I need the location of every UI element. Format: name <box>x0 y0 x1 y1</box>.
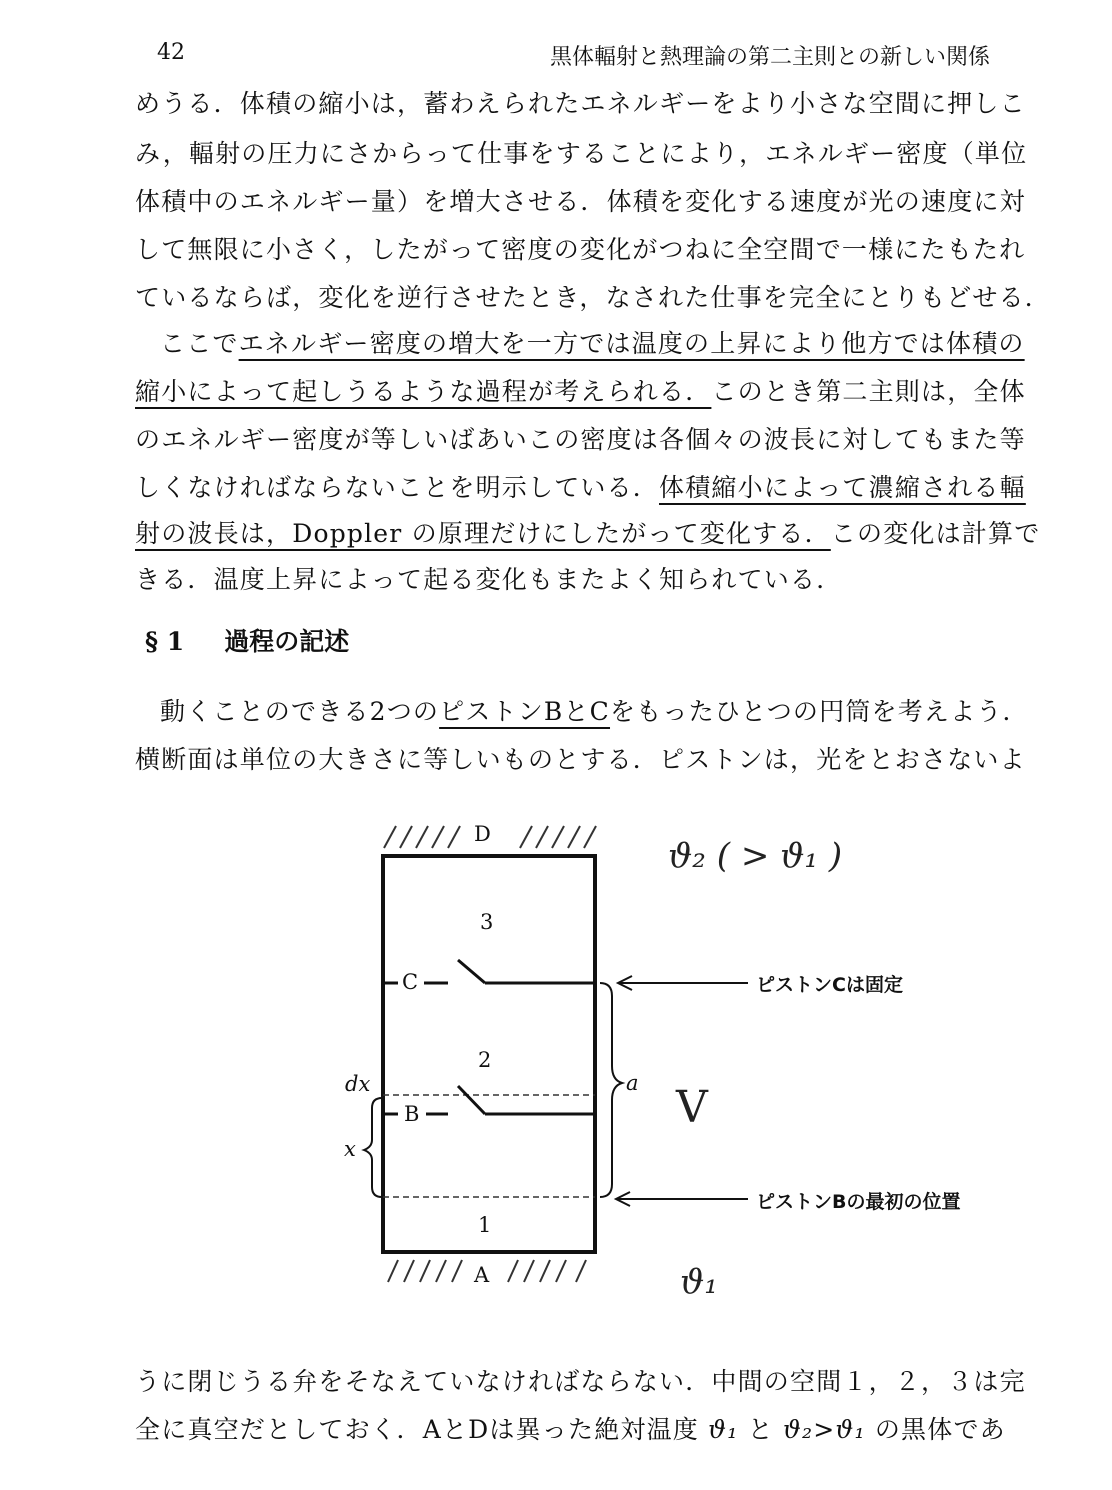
text-line: めうる．体積の縮小は，蓄わえられたエネルギーをより小さな空間に押しこ <box>135 89 1026 118</box>
theta1-symbol: ϑ₁ <box>708 1415 739 1444</box>
underlined-text: 体積縮小によって濃縮される輻 <box>659 473 1026 502</box>
label-space-2: 2 <box>478 1048 492 1072</box>
handwritten-theta1: ϑ₁ <box>680 1262 718 1302</box>
text-line <box>135 1408 1006 1452</box>
label-space-1: 1 <box>478 1213 492 1237</box>
underlined-text: ピストンBとC <box>439 697 611 726</box>
text-line: み，輻射の圧力にさからって仕事をすることにより，エネルギー密度（単位 <box>135 139 1028 168</box>
label-d: D <box>474 822 491 846</box>
annotation-piston-c-fixed: ピストンCは固定 <box>756 974 903 996</box>
text-line: して無限に小さく，したがって密度の変化がつねに全空間で一様にたもたれ <box>135 235 1026 264</box>
label-c: C <box>402 970 419 994</box>
label-a: A <box>474 1263 490 1287</box>
text-line: 横断面は単位の大きさに等しいものとする．ピストンは，光をとおさないよ <box>135 745 1026 774</box>
label-dx: dx <box>345 1072 371 1096</box>
text-span: ここで <box>160 329 239 358</box>
section-title: 過程の記述 <box>224 627 350 656</box>
text-line: のエネルギー密度が等しいばあいこの密度は各個々の波長に対してもまた等 <box>135 425 1026 454</box>
page-number: 42 <box>157 40 185 65</box>
label-space-3: 3 <box>480 910 494 934</box>
text-span: と <box>747 1415 774 1444</box>
label-a-brace: a <box>626 1071 639 1095</box>
arrow-piston-c <box>618 976 748 990</box>
text-span: 全に真空だとしておく．AとDは異った絶対温度 <box>135 1415 699 1444</box>
section-number: § 1 <box>145 627 185 656</box>
underlined-text: 射の波長は，Doppler の原理だけにしたがって変化する． <box>135 519 831 548</box>
brace-a <box>600 983 622 1197</box>
text-span: 動くことのできる2つの <box>160 697 440 726</box>
text-span: の黒体であ <box>874 1415 1006 1444</box>
text-line: うに閉じうる弁をそなえていなければならない．中間の空間１，２，３は完 <box>135 1367 1026 1396</box>
text-span: をもったひとつの円筒を考えよう． <box>610 697 1029 726</box>
text-line: きる．温度上昇によって起る変化もまたよく知られている． <box>135 565 843 594</box>
underlined-text: 縮小によって起しうるような過程が考えられる． <box>135 377 712 406</box>
text-span: この変化は計算で <box>830 519 1041 548</box>
label-b: B <box>404 1102 420 1126</box>
text-span: このとき第二主則は，全体 <box>711 377 1026 406</box>
label-x: x <box>344 1137 356 1161</box>
handwritten-theta2: ϑ₂ ( > ϑ₁ ) <box>668 836 843 876</box>
annotation-piston-b-initial: ピストンBの最初の位置 <box>756 1191 961 1213</box>
underlined-text: エネルギー密度の増大を一方では温度の上昇により他方では体積の <box>238 329 1025 358</box>
arrow-initial-position <box>616 1192 748 1206</box>
brace-x <box>364 1098 382 1197</box>
running-title: 黒体輻射と熱理論の第二主則との新しい関係 <box>549 45 990 70</box>
text-span: しくなければならないことを明示している． <box>135 473 660 502</box>
text-line: ているならば，変化を逆行させたとき，なされた仕事を完全にとりもどせる． <box>135 283 1052 312</box>
text-line: 体積中のエネルギー量）を増大させる．体積を変化する速度が光の速度に対 <box>135 187 1026 216</box>
handwritten-v: V <box>676 1082 708 1133</box>
theta2-gt-theta1: ϑ₂>ϑ₁ <box>782 1415 866 1444</box>
